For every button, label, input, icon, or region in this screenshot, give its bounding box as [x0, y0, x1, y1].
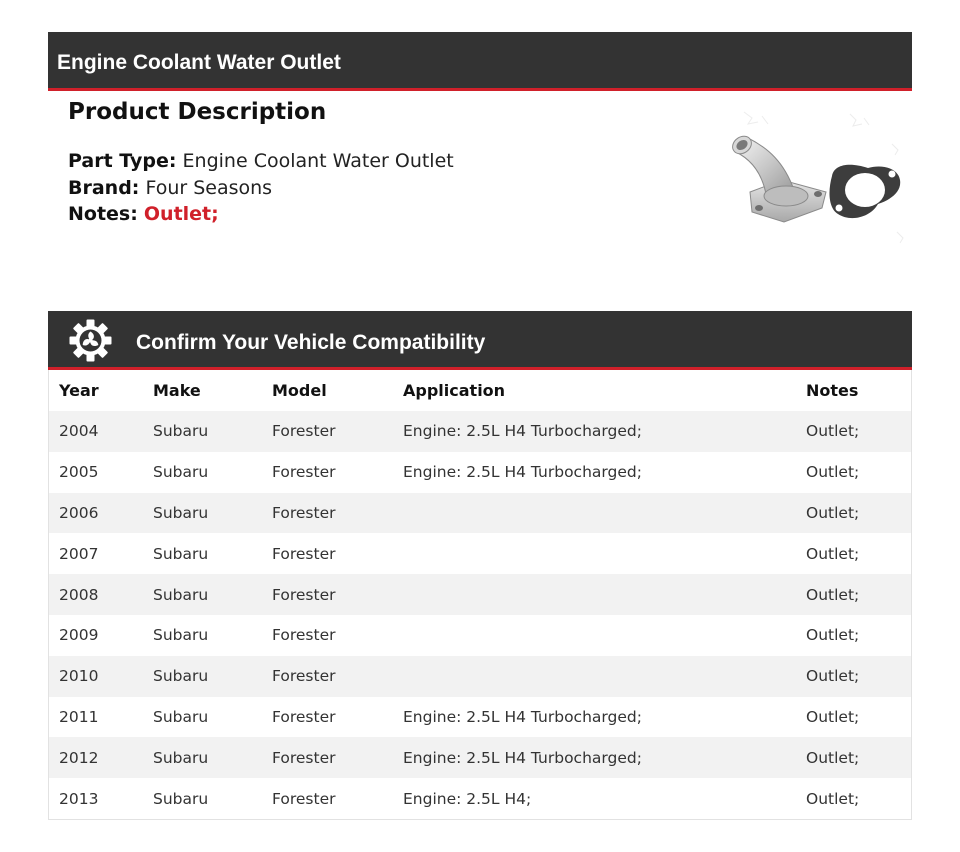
- cell-make: Subaru: [153, 463, 209, 482]
- cell-year: 2010: [49, 656, 154, 697]
- compatibility-title: Confirm Your Vehicle Compatibility: [136, 331, 486, 354]
- cell-make: Subaru: [153, 656, 272, 697]
- cell-make: Subaru: [153, 574, 272, 615]
- cell-year: 2011: [59, 707, 99, 726]
- cell-make: Subaru: [153, 789, 209, 808]
- part-type-line: [68, 148, 454, 175]
- cell-notes: Outlet;: [806, 737, 912, 778]
- cell-model: Forester: [272, 411, 403, 452]
- cell-model: Forester: [272, 626, 336, 645]
- cell-model: Forester: [272, 493, 403, 534]
- cell-application: Engine: 2.5L H4 Turbocharged;: [403, 411, 806, 452]
- cell-make: Subaru: [153, 707, 209, 726]
- notes-value: Outlet;: [143, 203, 219, 225]
- description-heading: Product Description: [68, 99, 327, 125]
- cell-make: Subaru: [153, 493, 272, 534]
- cell-year: 2005: [59, 463, 99, 482]
- cell-model: Forester: [272, 574, 403, 615]
- table-row: [49, 574, 912, 615]
- cell-application: [403, 533, 806, 574]
- cell-notes: Outlet;: [806, 411, 912, 452]
- cell-notes: Outlet;: [806, 707, 860, 726]
- brand-value: Four Seasons: [145, 176, 273, 199]
- cell-year: 2013: [59, 789, 99, 808]
- cell-notes: Outlet;: [806, 574, 912, 615]
- table-row: [49, 615, 912, 656]
- compatibility-bar: [48, 311, 912, 370]
- column-header-make: Make: [153, 381, 201, 400]
- table-row: [49, 411, 912, 452]
- table-row: [49, 533, 912, 574]
- table-row: [49, 452, 912, 493]
- table-row: [49, 493, 912, 534]
- cell-model: Forester: [272, 707, 336, 726]
- gear-icon: [68, 318, 113, 363]
- cell-year: 2009: [59, 626, 99, 645]
- cell-make: Subaru: [153, 544, 209, 563]
- table-header-row: [49, 370, 912, 411]
- cell-notes: Outlet;: [806, 463, 860, 482]
- cell-year: 2004: [49, 411, 154, 452]
- column-header-model: Model: [272, 381, 327, 400]
- cell-application: [403, 615, 806, 656]
- cell-notes: Outlet;: [806, 493, 912, 534]
- part-type-label: Part Type:: [68, 150, 177, 172]
- cell-year: 2006: [49, 493, 154, 534]
- cell-model: Forester: [272, 544, 336, 563]
- notes-label: Notes:: [68, 203, 138, 225]
- cell-year: 2007: [59, 544, 99, 563]
- cell-notes: Outlet;: [806, 544, 860, 563]
- cell-application: Engine: 2.5L H4 Turbocharged;: [403, 463, 642, 482]
- table-row: [49, 656, 912, 697]
- cell-model: Forester: [272, 789, 336, 808]
- cell-model: Forester: [272, 656, 403, 697]
- cell-make: Subaru: [153, 411, 272, 452]
- cell-make: Subaru: [153, 737, 272, 778]
- column-header-application: Application: [403, 381, 506, 400]
- column-header-year: Year: [59, 381, 99, 400]
- cell-application: Engine: 2.5L H4 Turbocharged;: [403, 707, 642, 726]
- cell-application: Engine: 2.5L H4;: [403, 789, 532, 808]
- cell-notes: Outlet;: [806, 656, 912, 697]
- brand-line: [68, 175, 454, 202]
- table-row: [49, 737, 912, 778]
- cell-application: [403, 574, 806, 615]
- product-description: [68, 96, 454, 228]
- cell-model: Forester: [272, 737, 403, 778]
- cell-year: 2012: [49, 737, 154, 778]
- cell-year: 2008: [49, 574, 154, 615]
- column-header-notes: Notes: [806, 381, 859, 400]
- cell-notes: Outlet;: [806, 626, 860, 645]
- cell-application: [403, 656, 806, 697]
- notes-line: [68, 201, 454, 228]
- product-title: Engine Coolant Water Outlet: [57, 51, 341, 74]
- table-row: [49, 778, 912, 819]
- table-row: [49, 697, 912, 738]
- cell-make: Subaru: [153, 626, 209, 645]
- part-type-value: Engine Coolant Water Outlet: [182, 150, 454, 172]
- compatibility-table: [48, 370, 912, 820]
- coolant-water-outlet-image: [722, 104, 912, 254]
- cell-notes: Outlet;: [806, 789, 860, 808]
- cell-application: [403, 493, 806, 534]
- brand-label: Brand:: [68, 176, 140, 199]
- cell-model: Forester: [272, 463, 336, 482]
- product-title-bar: [48, 32, 912, 91]
- cell-application: Engine: 2.5L H4 Turbocharged;: [403, 737, 806, 778]
